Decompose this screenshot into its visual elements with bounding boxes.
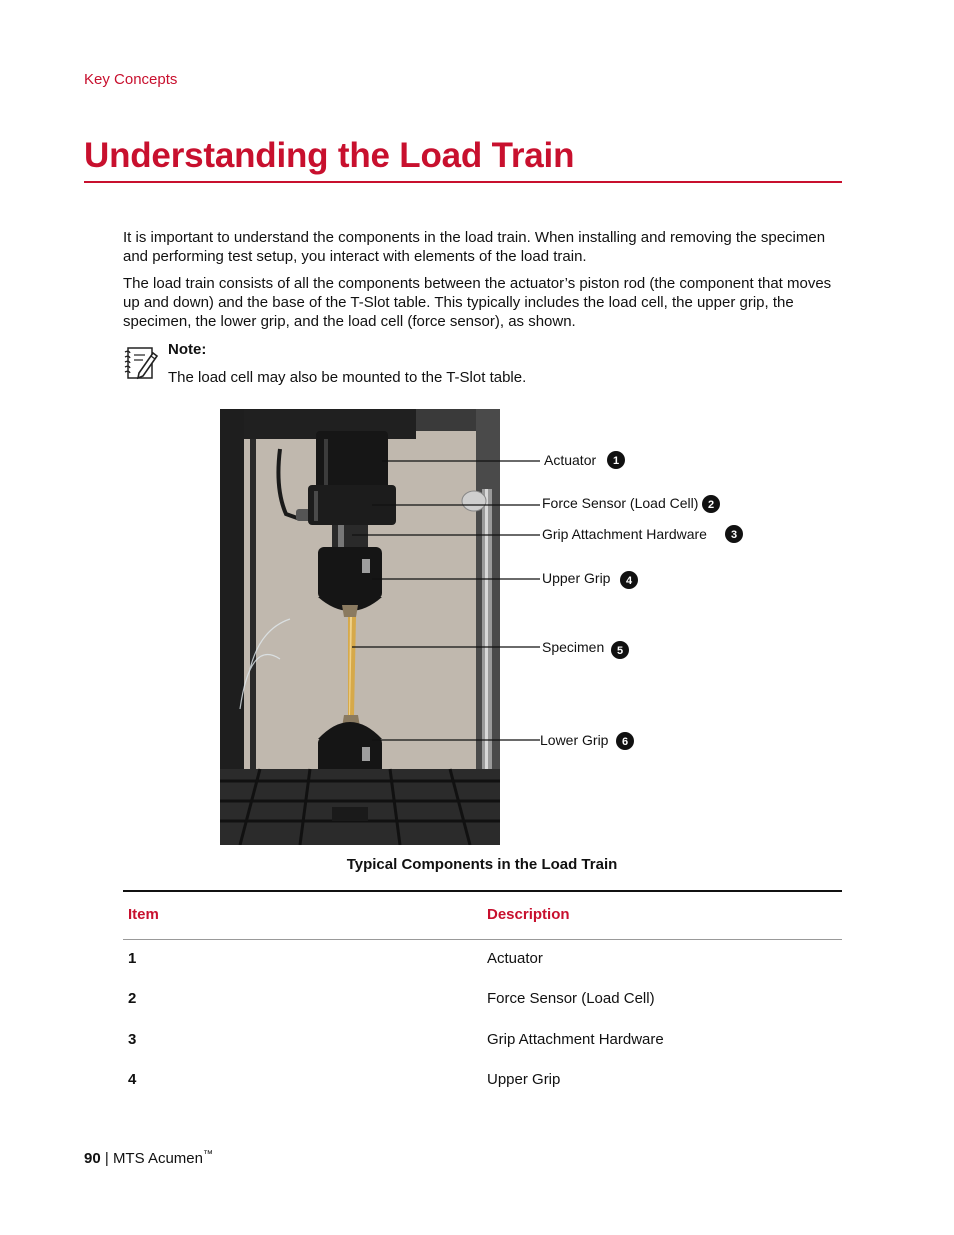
load-train-paragraph: The load train consists of all the components between the actuator’s piston rod (the component that moves up and down) and the base of the T-Slot table. This typically includes the load cell, the upper grip, the specimen, the lower grip, and the load cell (force sensor), as shown. <box>123 275 832 330</box>
product-name: MTS Acumen <box>112 1150 203 1167</box>
callout-label-grip-hardware: Grip Attachment Hardware <box>542 526 707 542</box>
table-header-rule <box>123 939 842 940</box>
callout-num-3: 3 <box>730 529 738 541</box>
footer-separator: | <box>104 1150 109 1167</box>
intro-paragraph: It is important to understand the components in the load train. When installing and removing the specimen and performing test setup, you interact with elements of the load train. <box>123 229 826 265</box>
table-cell-item: 1 <box>128 950 137 967</box>
table-header-item: Item <box>128 906 159 923</box>
load-train-figure <box>220 409 744 845</box>
table-cell-item: 2 <box>128 990 137 1007</box>
figure-caption: Typical Components in the Load Train <box>346 856 618 873</box>
page-number: 90 <box>84 1150 101 1167</box>
callout-num-2: 2 <box>707 499 715 511</box>
table-cell-description: Force Sensor (Load Cell) <box>487 990 655 1007</box>
callout-num-5: 5 <box>616 645 624 657</box>
callout-num-6: 6 <box>621 736 629 748</box>
table-cell-description: Grip Attachment Hardware <box>487 1031 664 1048</box>
callout-label-force-sensor: Force Sensor (Load Cell) <box>542 495 699 511</box>
callout-label-actuator: Actuator <box>544 452 597 468</box>
title-divider <box>84 181 842 183</box>
callout-num-1: 1 <box>612 455 620 467</box>
table-cell-item: 4 <box>128 1071 137 1088</box>
callout-label-specimen: Specimen <box>542 639 605 655</box>
note-pencil-icon <box>123 345 159 381</box>
note-text: The load cell may also be mounted to the T-Slot table. <box>168 369 527 386</box>
table-header-description: Description <box>487 906 570 923</box>
callout-label-lower-grip: Lower Grip <box>540 732 609 748</box>
section-label: Key Concepts <box>84 71 178 88</box>
trademark-mark: ™ <box>202 1149 213 1160</box>
table-cell-description: Actuator <box>487 950 543 967</box>
page-footer <box>84 1149 213 1167</box>
note-heading: Note: <box>168 341 207 358</box>
callout-num-4: 4 <box>625 575 633 587</box>
page-title: Understanding the Load Train <box>84 136 575 175</box>
table-cell-description: Upper Grip <box>487 1071 561 1088</box>
callout-label-upper-grip: Upper Grip <box>542 570 611 586</box>
table-top-rule <box>123 890 842 892</box>
table-cell-item: 3 <box>128 1031 137 1048</box>
